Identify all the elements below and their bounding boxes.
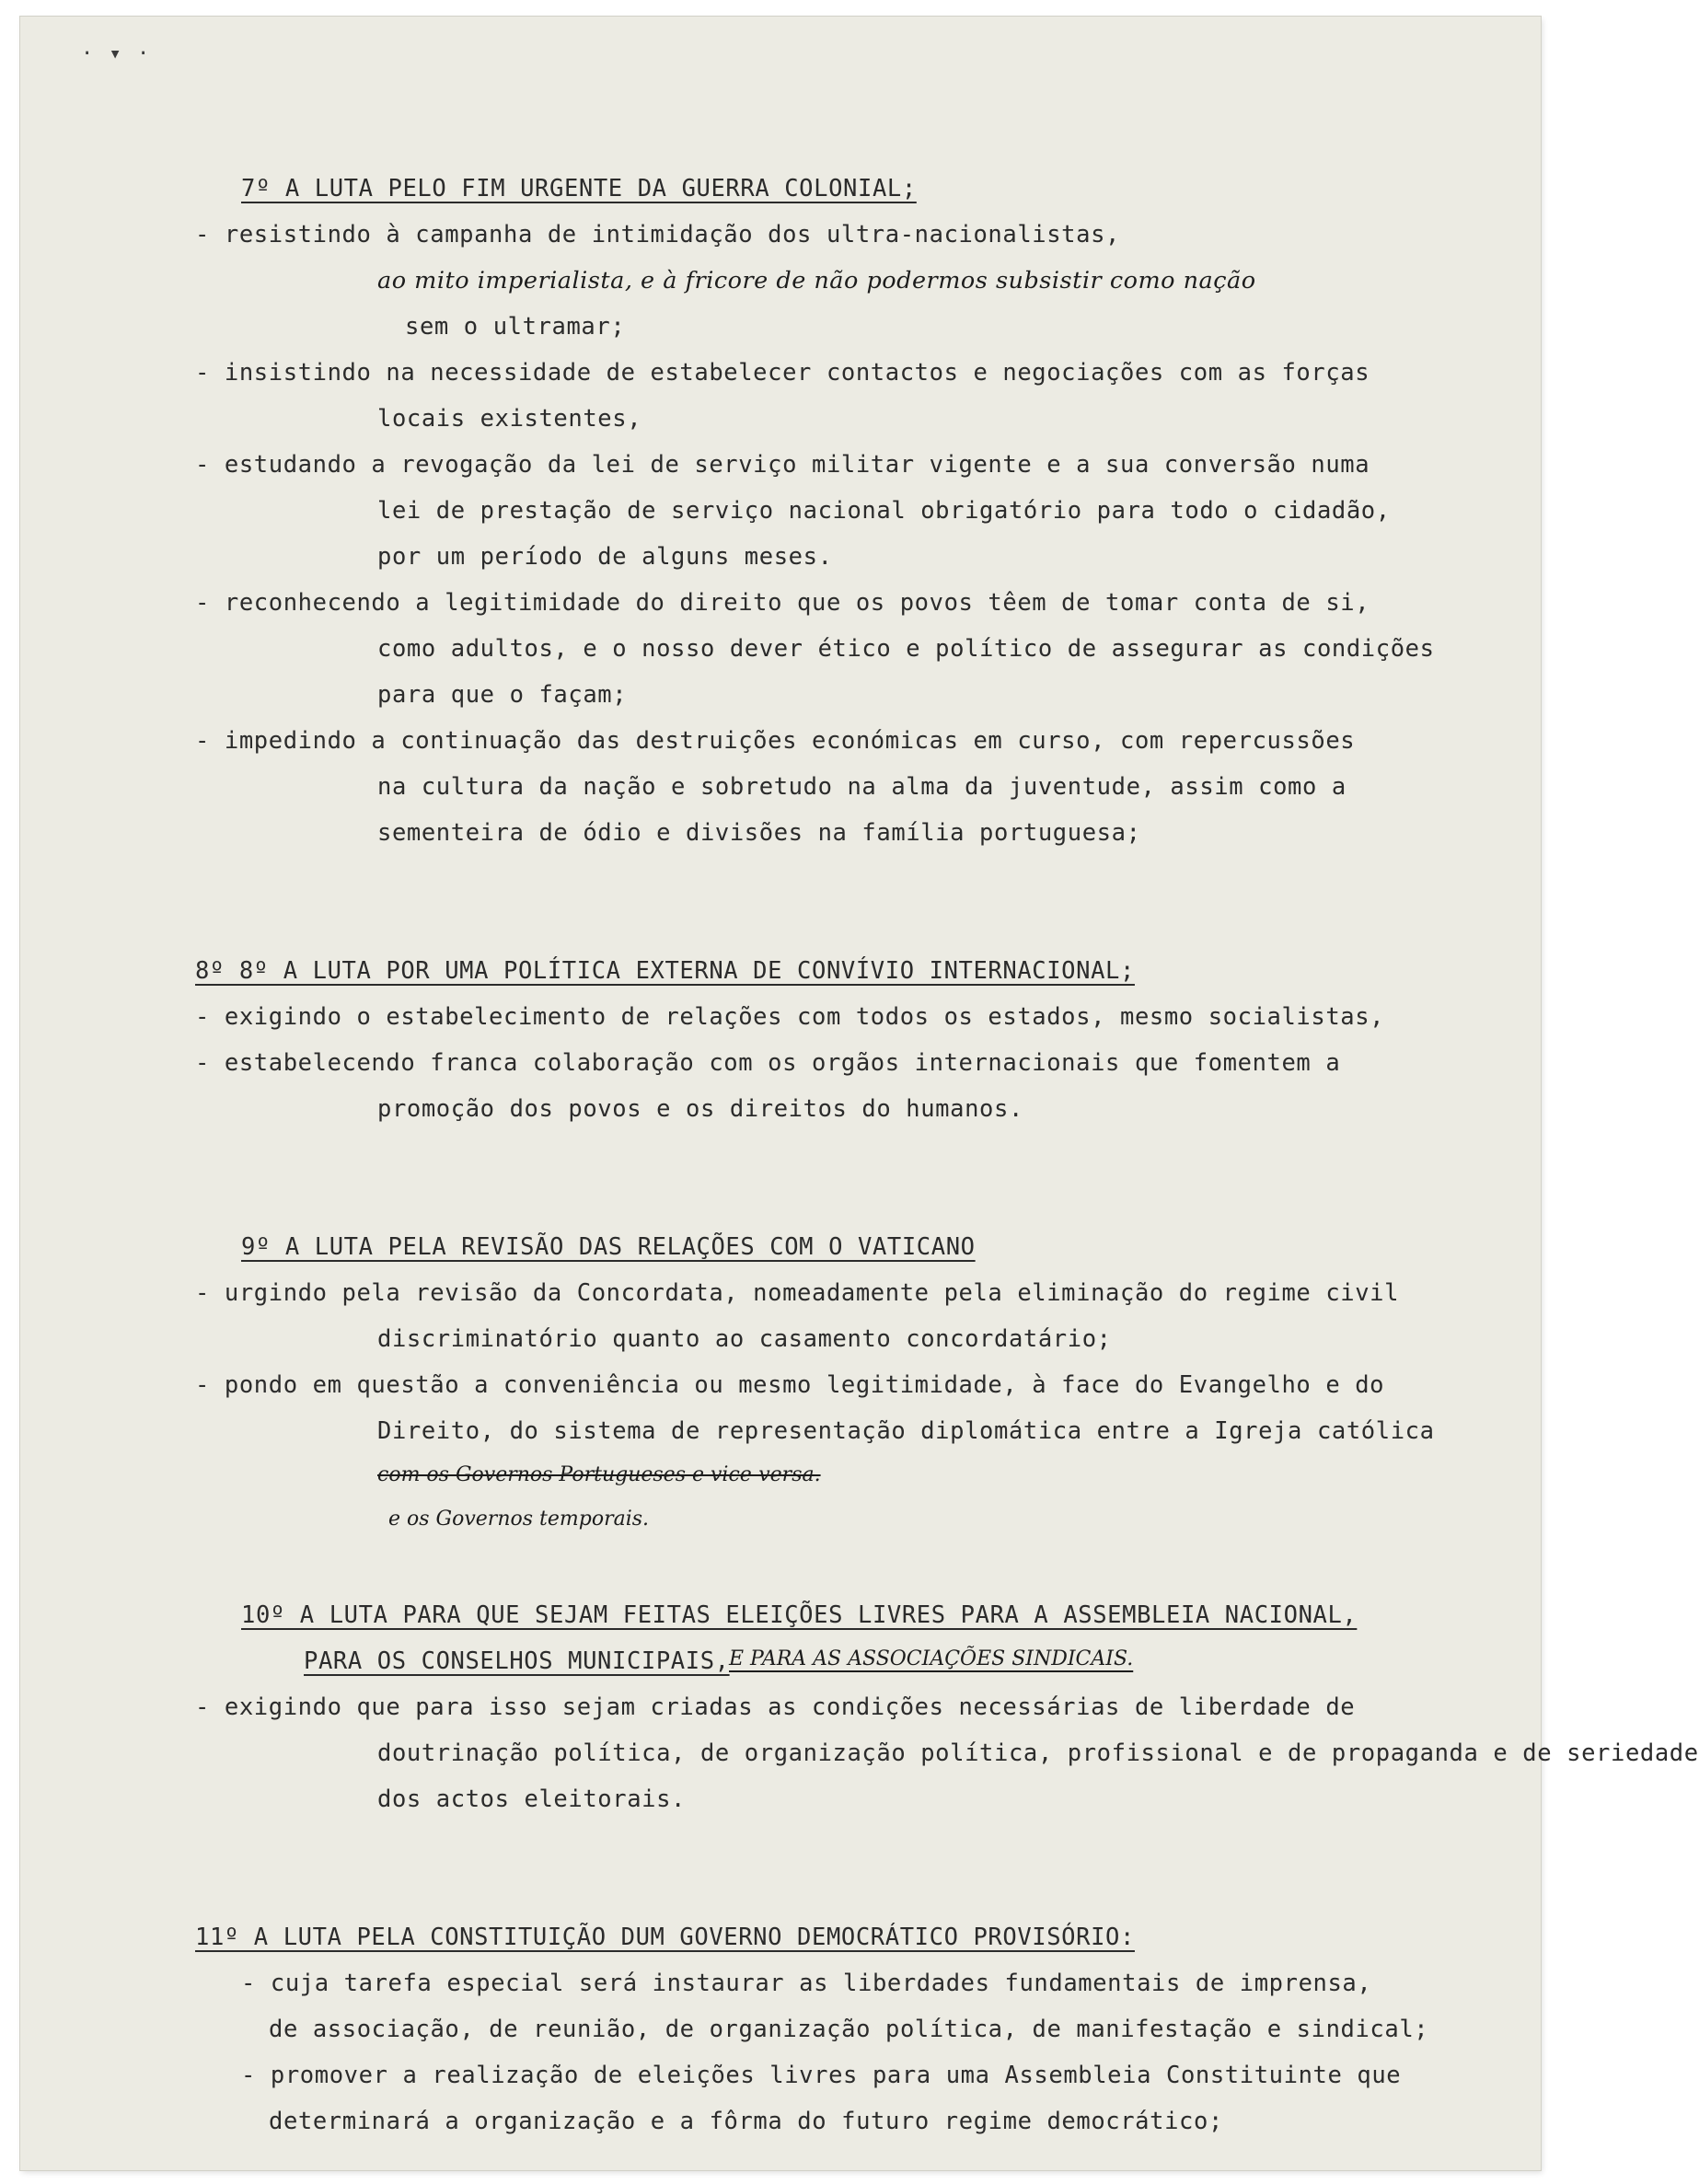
section-9-heading: 9º A LUTA PELA REVISÃO DAS RELAÇÕES COM O VATICANO	[241, 1233, 976, 1261]
section-7-line-11: para que o façam;	[377, 681, 628, 709]
section-7-heading: 7º A LUTA PELO FIM URGENTE DA GUERRA COLONIAL;	[241, 175, 917, 202]
section-11-line-2: de associação, de reunião, de organização política, de manifestação e sindical;	[269, 2016, 1429, 2043]
section-10-line-3: dos actos eleitorais.	[377, 1785, 686, 1813]
section-9-struck-text: com os Governos Portugueses e vice-versa.	[377, 1463, 821, 1486]
section-10-heading-handwritten: E PARA AS ASSOCIAÇÕES SINDICAIS.	[729, 1647, 1134, 1670]
section-7-line-6: - estudando a revogação da lei de serviço militar vigente e a sua conversão numa	[195, 451, 1370, 479]
section-7-line-3: sem o ultramar;	[405, 313, 626, 341]
section-8-heading: 8º 8º A LUTA POR UMA POLÍTICA EXTERNA DE CONVÍVIO INTERNACIONAL;	[195, 957, 1135, 985]
section-11-heading: 11º A LUTA PELA CONSTITUIÇÃO DUM GOVERNO DEMOCRÁTICO PROVISÓRIO:	[195, 1924, 1135, 1951]
section-9-line-4: Direito, do sistema de representação diplomática entre a Igreja católica	[377, 1417, 1435, 1445]
corner-marks: · ▾ ·	[81, 42, 152, 65]
section-8-line-2: - estabelecendo franca colaboração com os orgãos internacionais que fomentem a	[195, 1049, 1341, 1077]
section-7-line-8: por um período de alguns meses.	[377, 543, 833, 571]
section-7-line-2: ao mito imperialista, e à fricore de não podermos subsistir como nação	[377, 267, 1256, 295]
section-11-line-1: - cuja tarefa especial será instaurar as liberdades fundamentais de imprensa,	[241, 1970, 1372, 1997]
section-7-line-9: - reconhecendo a legitimidade do direito que os povos têem de tomar conta de si,	[195, 589, 1370, 617]
section-7-line-1: - resistindo à campanha de intimidação dos ultra-nacionalistas,	[195, 221, 1120, 248]
section-7-line-14: sementeira de ódio e divisões na família portuguesa;	[377, 819, 1141, 847]
section-11-line-4: determinará a organização e a fôrma do futuro regime democrático;	[269, 2108, 1223, 2135]
section-7-line-4: - insistindo na necessidade de estabelecer contactos e negociações com as forças	[195, 359, 1370, 387]
section-11-line-3: - promover a realização de eleições livres para uma Assembleia Constituinte que	[241, 2062, 1402, 2089]
section-9-line-2: discriminatório quanto ao casamento concordatário;	[377, 1325, 1112, 1353]
section-10-heading-line-1: 10º A LUTA PARA QUE SEJAM FEITAS ELEIÇÕES LIVRES PARA A ASSEMBLEIA NACIONAL,	[241, 1601, 1358, 1629]
section-7-line-13: na cultura da nação e sobretudo na alma da juventude, assim como a	[377, 773, 1346, 801]
section-9-line-3: - pondo em questão a conveniência ou mesmo legitimidade, à face do Evangelho e do	[195, 1371, 1385, 1399]
document-page	[20, 17, 1699, 2170]
section-8-line-1: - exigindo o estabelecimento de relações com todos os estados, mesmo socialistas,	[195, 1003, 1385, 1031]
section-8-line-3: promoção dos povos e os direitos do humanos.	[377, 1095, 1023, 1123]
section-10-line-2: doutrinação política, de organização política, profissional e de propaganda e de seriedade	[377, 1739, 1699, 1767]
section-7-line-7: lei de prestação de serviço nacional obrigatório para todo o cidadão,	[377, 497, 1391, 525]
section-7-line-10: como adultos, e o nosso dever ético e político de assegurar as condições	[377, 635, 1435, 663]
section-7-line-5: locais existentes,	[377, 405, 642, 433]
section-9-handwritten-addition: e os Governos temporais.	[388, 1508, 650, 1531]
section-10-line-1: - exigindo que para isso sejam criadas as condições necessárias de liberdade de	[195, 1693, 1356, 1721]
section-9-line-1: - urgindo pela revisão da Concordata, nomeadamente pela eliminação do regime civil	[195, 1279, 1400, 1307]
section-7-line-12: - impedindo a continuação das destruições económicas em curso, com repercussões	[195, 727, 1356, 755]
section-10-heading-line-2: PARA OS CONSELHOS MUNICIPAIS,	[304, 1647, 730, 1675]
